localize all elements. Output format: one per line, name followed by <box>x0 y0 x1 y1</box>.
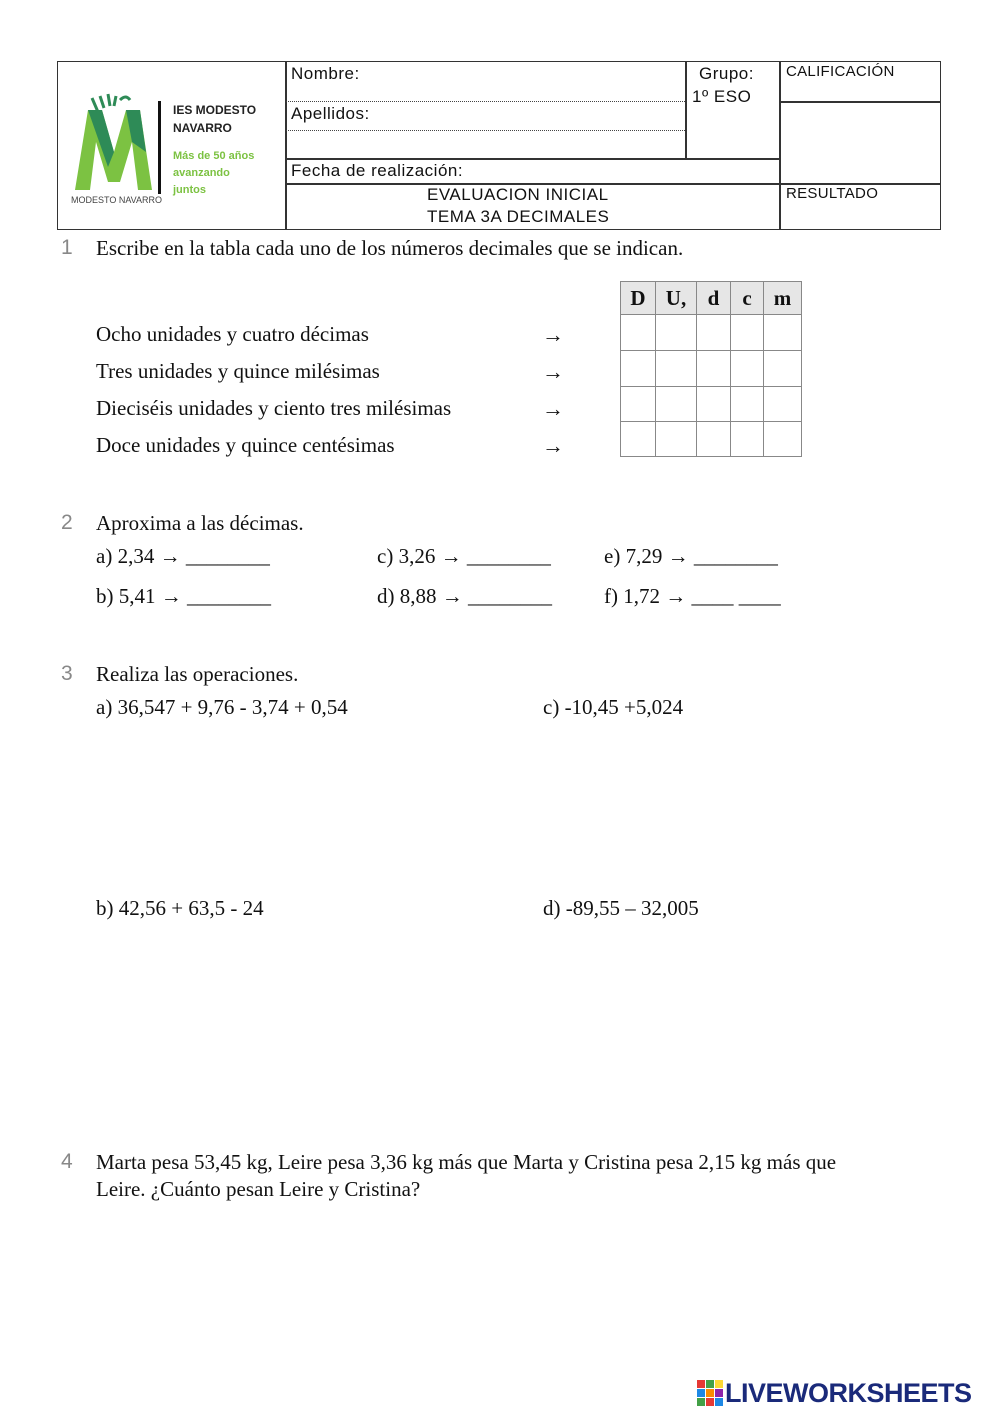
q2-item-f[interactable]: f) 1,72 → ____ ____ <box>604 584 781 608</box>
question-number: 2 <box>61 511 73 534</box>
table-row <box>621 387 802 422</box>
q2-item-a[interactable]: a) 2,34 → ________ <box>96 544 270 568</box>
arrow-icon: → <box>542 433 564 458</box>
logo-caption: MODESTO NAVARRO <box>71 195 163 205</box>
answer-cell[interactable] <box>731 351 764 387</box>
grupo-label: Grupo: <box>699 64 754 83</box>
header-divider <box>286 101 685 102</box>
q3-item-d: d) -89,55 – 32,005 <box>543 896 699 920</box>
answer-cell[interactable] <box>764 422 802 457</box>
table-header-row <box>621 282 802 315</box>
title-line-2: TEMA 3A DECIMALES <box>427 207 610 226</box>
column-header: U, <box>656 282 697 315</box>
header-divider <box>285 61 287 230</box>
arrow-icon: → <box>542 322 564 347</box>
q2-prompt: Aproxima a las décimas. <box>96 511 304 535</box>
answer-cell[interactable] <box>764 351 802 387</box>
answer-cell[interactable] <box>697 422 731 457</box>
title-line-1: EVALUACION INICIAL <box>427 185 609 204</box>
q2-item-d[interactable]: d) 8,88 → ________ <box>377 584 552 608</box>
header-divider <box>286 130 685 131</box>
answer-cell[interactable] <box>697 315 731 351</box>
place-value-table <box>620 281 802 457</box>
answer-cell[interactable] <box>656 315 697 351</box>
q4-text-line-1: Marta pesa 53,45 kg, Leire pesa 3,36 kg más que Marta y Cristina pesa 2,15 kg más que <box>96 1150 837 1174</box>
answer-cell[interactable] <box>697 351 731 387</box>
answer-cell[interactable] <box>621 422 656 457</box>
answer-cell[interactable] <box>656 422 697 457</box>
q1-item: Ocho unidades y cuatro décimas <box>96 322 369 346</box>
answer-cell[interactable] <box>731 315 764 351</box>
answer-cell[interactable] <box>697 387 731 422</box>
answer-cell[interactable] <box>621 387 656 422</box>
q1-item: Dieciséis unidades y ciento tres milésimas <box>96 396 452 420</box>
answer-cell[interactable] <box>621 351 656 387</box>
column-header: d <box>697 282 731 315</box>
q2-item-c[interactable]: c) 3,26 → ________ <box>377 544 551 568</box>
header-divider <box>685 61 687 158</box>
arrow-icon: → <box>542 359 564 384</box>
school-name: IES MODESTO NAVARRO <box>173 103 257 135</box>
liveworksheets-logo <box>697 1376 972 1410</box>
answer-cell[interactable] <box>731 387 764 422</box>
q2-item-e[interactable]: e) 7,29 → ________ <box>604 544 778 568</box>
q1-item: Tres unidades y quince milésimas <box>96 359 380 383</box>
nombre-label: Nombre: <box>291 64 360 83</box>
header-divider <box>780 101 941 103</box>
liveworksheets-icon <box>697 1380 723 1406</box>
column-header: m <box>764 282 802 315</box>
q3-item-c: c) -10,45 +5,024 <box>543 695 684 719</box>
q1-item: Doce unidades y quince centésimas <box>96 433 395 457</box>
answer-cell[interactable] <box>764 315 802 351</box>
resultado-label: RESULTADO <box>786 185 879 202</box>
column-header: D <box>621 282 656 315</box>
question-number: 3 <box>61 662 73 685</box>
q2-item-b[interactable]: b) 5,41 → ________ <box>96 584 271 608</box>
answer-cell[interactable] <box>621 315 656 351</box>
q3-item-b: b) 42,56 + 63,5 - 24 <box>96 896 264 920</box>
apellidos-label: Apellidos: <box>291 104 370 123</box>
header-divider <box>286 158 779 160</box>
arrow-icon: → <box>542 396 564 421</box>
grupo-value: 1º ESO <box>692 87 752 106</box>
table-row <box>621 351 802 387</box>
q3-prompt: Realiza las operaciones. <box>96 662 299 686</box>
answer-cell[interactable] <box>731 422 764 457</box>
table-row <box>621 422 802 457</box>
question-number: 1 <box>61 236 73 259</box>
school-tagline: Más de 50 años avanzando juntos <box>173 150 255 196</box>
school-logo-icon <box>70 92 160 196</box>
calificacion-label: CALIFICACIÓN <box>786 63 895 80</box>
answer-cell[interactable] <box>656 351 697 387</box>
fecha-label: Fecha de realización: <box>291 161 464 180</box>
watermark-text: LIVEWORKSHEETS <box>725 1377 972 1408</box>
q3-item-a: a) 36,547 + 9,76 - 3,74 + 0,54 <box>96 695 348 719</box>
header-divider <box>779 61 781 230</box>
answer-cell[interactable] <box>656 387 697 422</box>
answer-cell[interactable] <box>764 387 802 422</box>
table-row <box>621 315 802 351</box>
question-number: 4 <box>61 1150 73 1173</box>
q4-text-line-2: Leire. ¿Cuánto pesan Leire y Cristina? <box>96 1177 421 1201</box>
q1-prompt: Escribe en la tabla cada uno de los números decimales que se indican. <box>96 236 684 260</box>
column-header: c <box>731 282 764 315</box>
logo-separator <box>158 101 161 194</box>
